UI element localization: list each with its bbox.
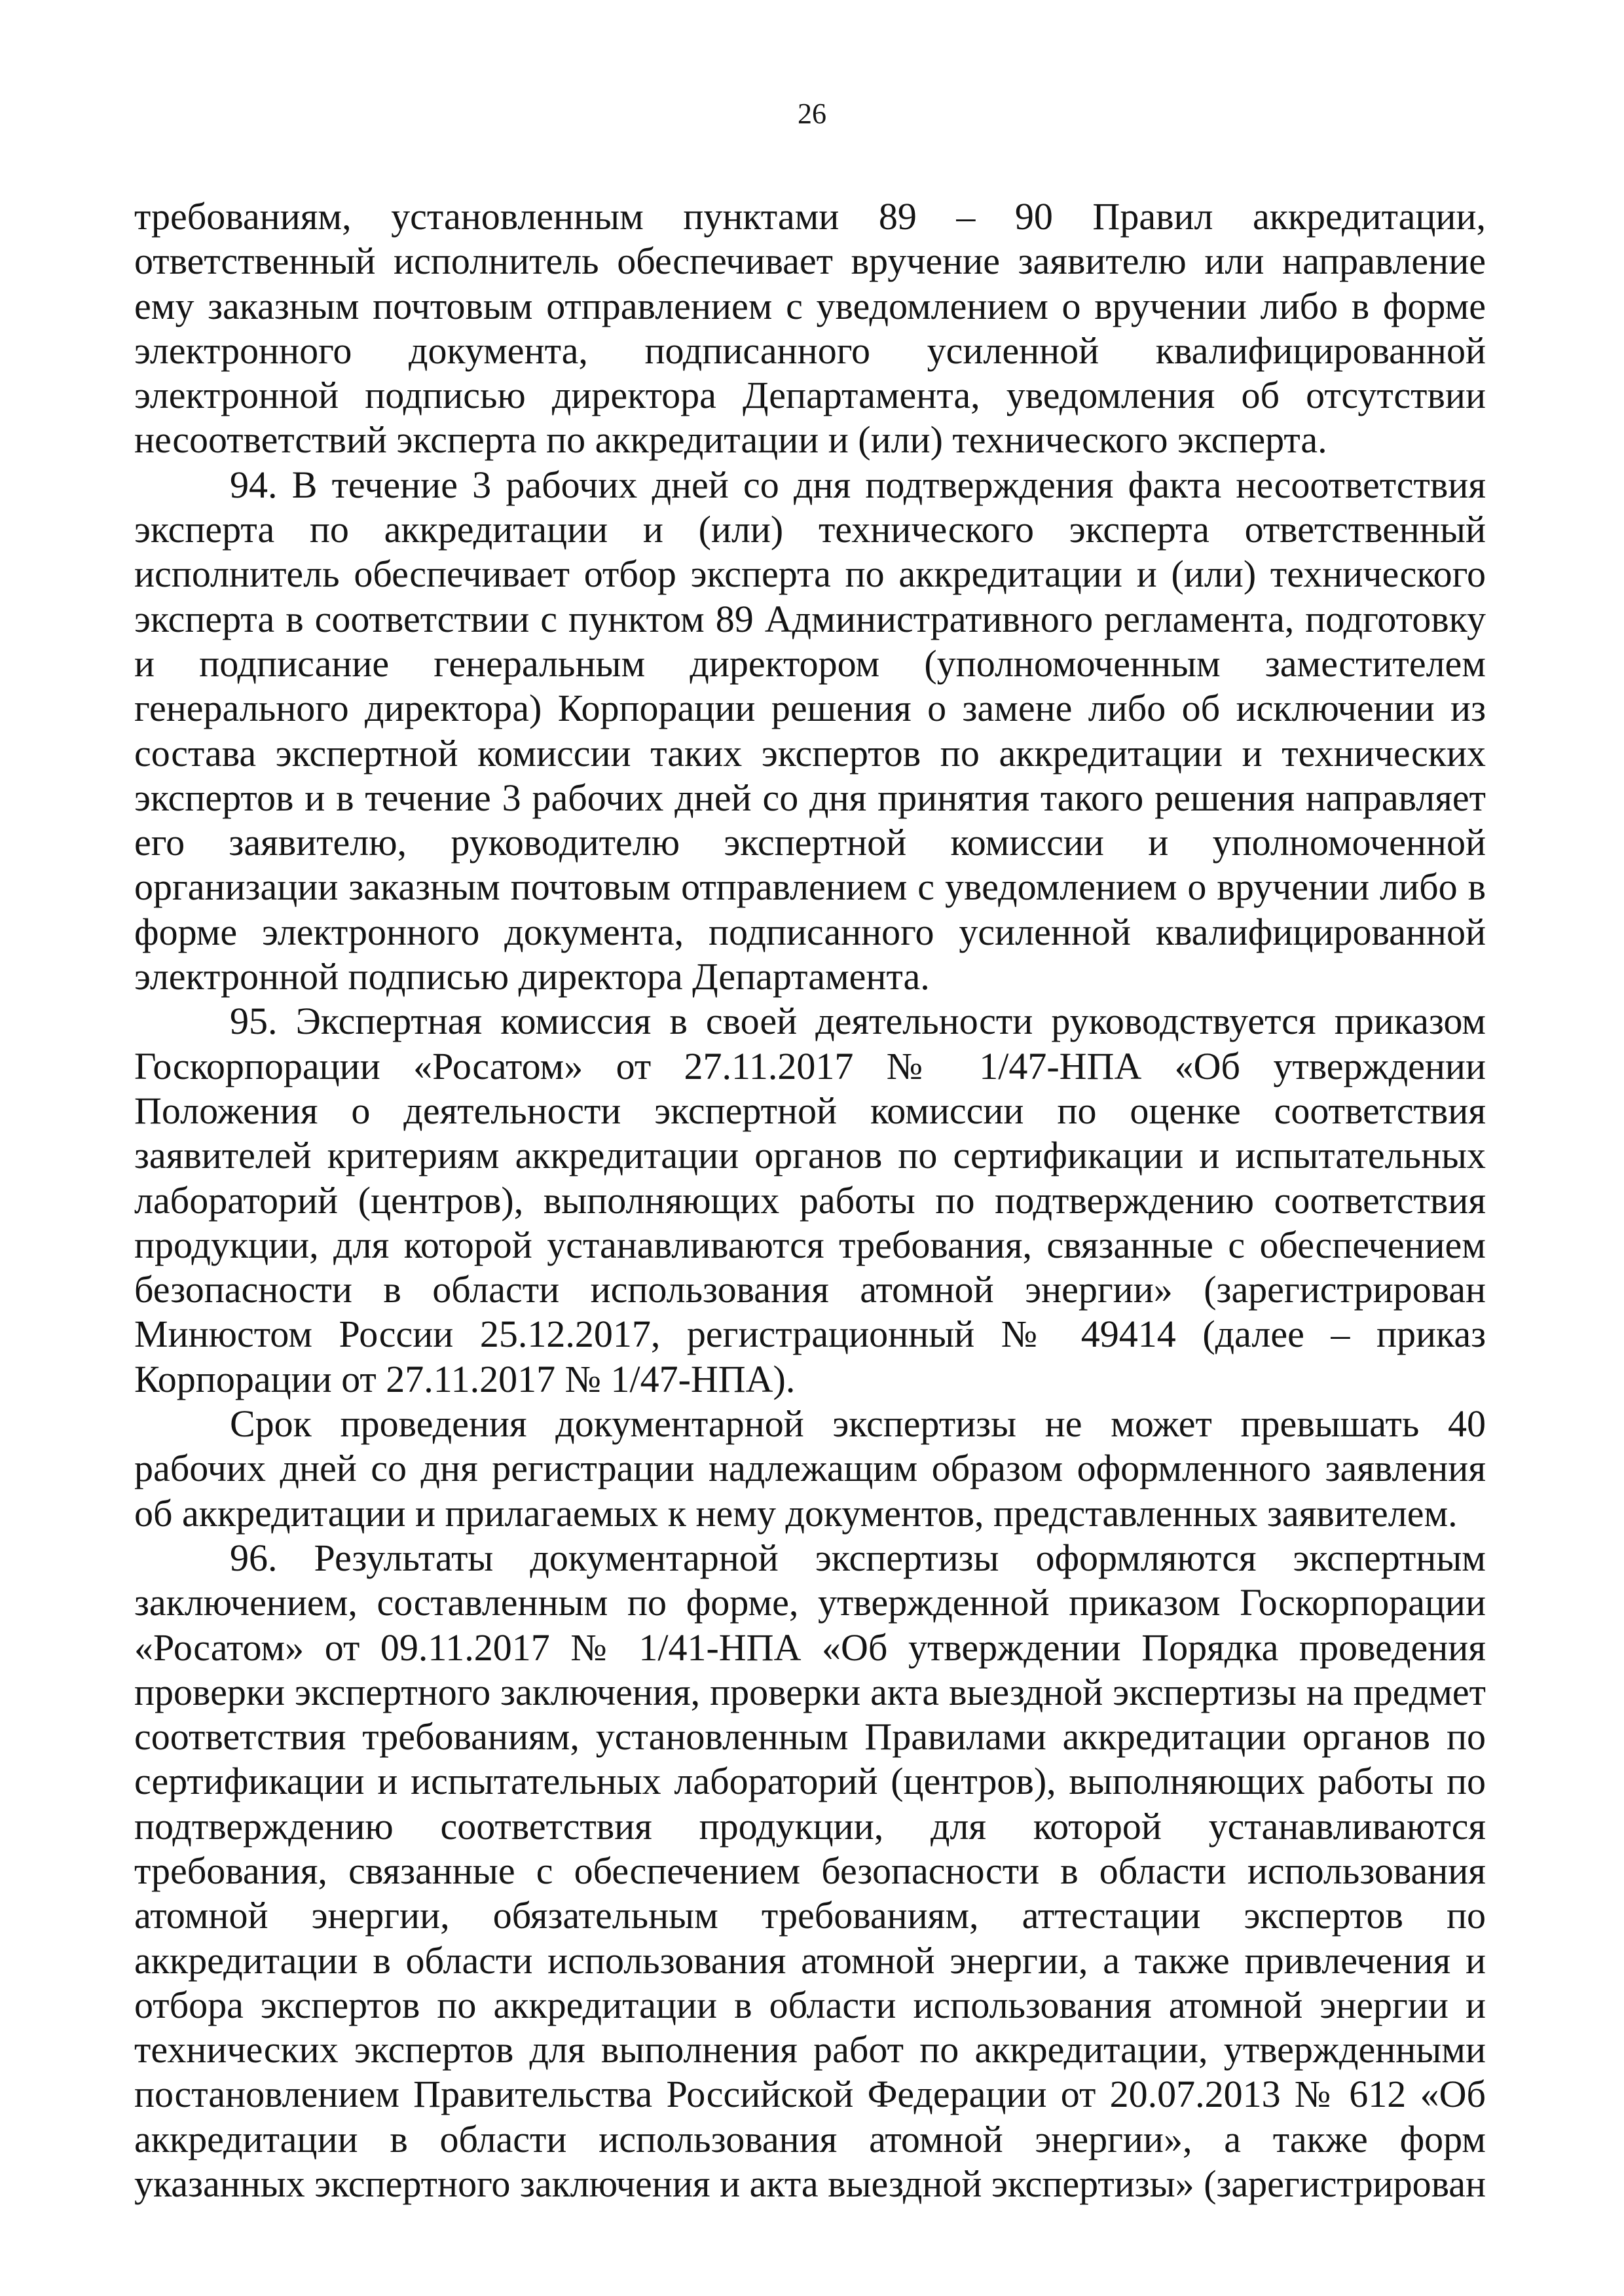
document-body [134,194,1486,2206]
paragraph-item-96: 96. Результаты документарной экспертизы оформляются экспертным заключением, составленным по форме, утвержденной приказом Госкорпорации «Росатом» от 09.11.2017 № 1/41-НПА «Об утверждении Порядка проведения проверки экспертного заключения, проверки акта выездной экспертизы на предмет соответствия требованиям, установленным Правилами аккредитации органов по сертификации и испытательных лабораторий (центров), выполняющих работы по подтверждению соответствия продукции, для которой устанавливаются требования, связанные с обеспечением безопасности в области использования атомной энергии, обязательным требованиям, аттестации экспертов по аккредитации в области использования атомной энергии, а также привлечения и отбора экспертов по аккредитации в области использования атомной энергии и технических экспертов для выполнения работ по аккредитации, утвержденными постановлением Правительства Российской Федерации от 20.07.2013 № 612 «Об аккредитации в области использования атомной энергии», а также форм указанных экспертного заключения и акта выездной экспертизы» (зарегистрирован [134,1536,1486,2206]
paragraph-item-94: 94. В течение 3 рабочих дней со дня подтверждения факта несоответствия эксперта по аккредитации и (или) технического эксперта ответственный исполнитель обеспечивает отбор эксперта по аккредитации и (или) технического эксперта в соответствии с пунктом 89 Административного регламента, подготовку и подписание генеральным директором (уполномоченным заместителем генерального директора) Корпорации решения о замене либо об исключении из состава экспертной комиссии таких экспертов по аккредитации и технических экспертов и в течение 3 рабочих дней со дня принятия такого решения направляет его заявителю, руководителю экспертной комиссии и уполномоченной организации заказным почтовым отправлением с уведомлением о вручении либо в форме электронного документа, подписанного усиленной квалифицированной электронной подписью директора Департамента. [134,463,1486,998]
page-number: 26 [798,98,826,130]
paragraph-continuation: требованиям, установленным пунктами 89 – 90 Правил аккредитации, ответственный исполнитель обеспечивает вручение заявителю или направление ему заказным почтовым отправлением с уведомлением о вручении либо в форме электронного документа, подписанного усиленной квалифицированной электронной подписью директора Департамента, уведомления об отсутствии несоответствий эксперта по аккредитации и (или) технического эксперта. [134,195,1486,462]
paragraph-item-95-term: Срок проведения документарной экспертизы не может превышать 40 рабочих дней со дня регистрации надлежащим образом оформленного заявления об аккредитации и прилагаемых к нему документов, представленных заявителем. [134,1402,1486,1535]
paragraph-item-95: 95. Экспертная комиссия в своей деятельности руководствуется приказом Госкорпорации «Росатом» от 27.11.2017 № 1/47-НПА «Об утверждении Положения о деятельности экспертной комиссии по оценке соответствия заявителей критериям аккредитации органов по сертификации и испытательных лабораторий (центров), выполняющих работы по подтверждению соответствия продукции, для которой устанавливаются требования, связанные с обеспечением безопасности в области использования атомной энергии» (зарегистрирован Минюстом России 25.12.2017, регистрационный № 49414 (далее – приказ Корпорации от 27.11.2017 № 1/47-НПА). [134,1000,1486,1400]
